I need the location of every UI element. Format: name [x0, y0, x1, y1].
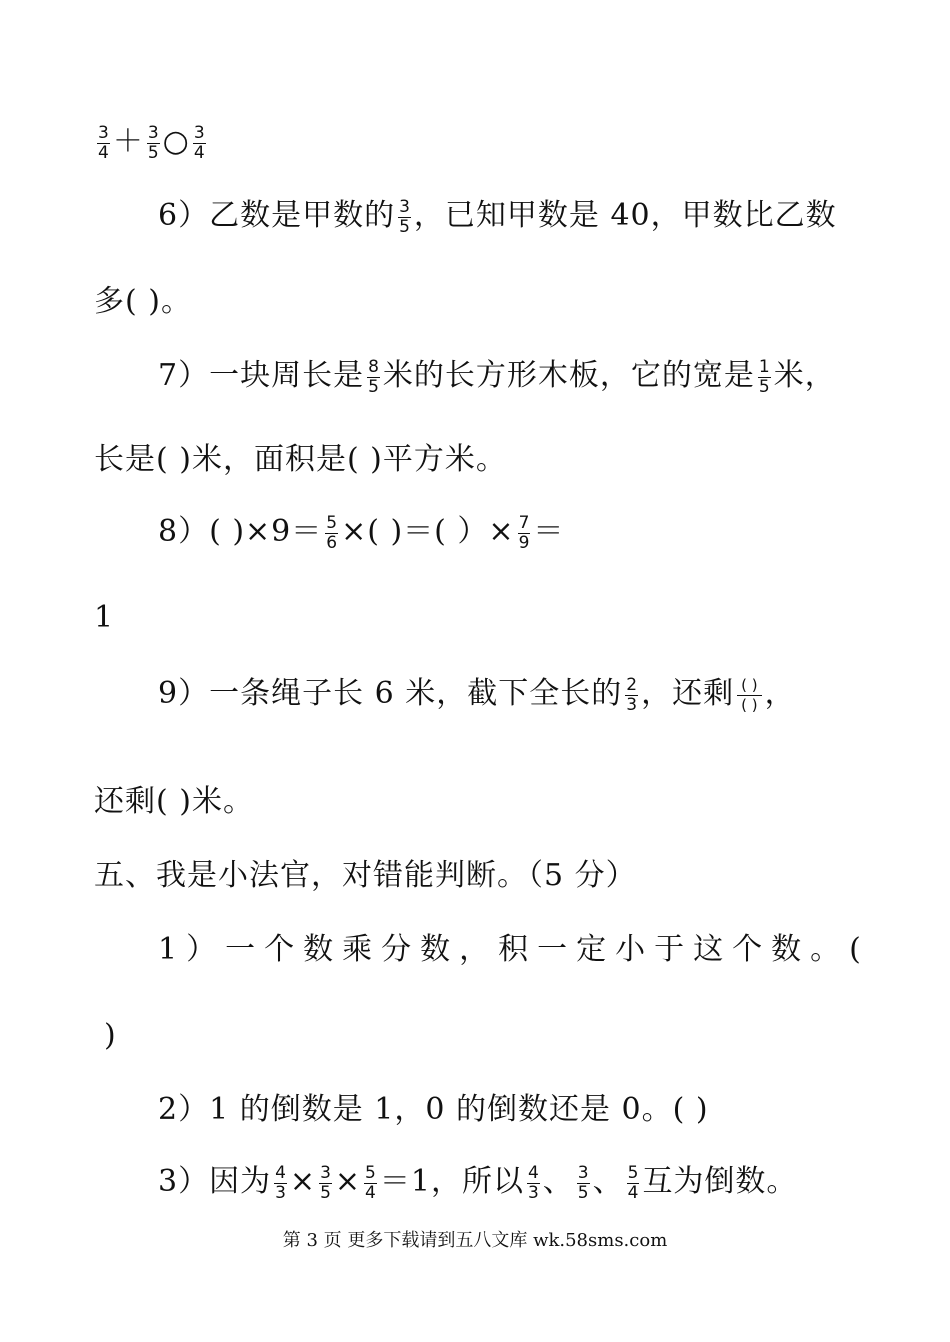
judge-3: 3）因为 $\frac{4}{3}$ × $\frac{3}{5}$ × $\frac{5}{4}$ ＝1，所以 $\frac{4}{3}$ 、 $\frac{3}{5}$ 、 $\frac{5}{4}$ 互为倒数。 — [158, 1162, 798, 1203]
fraction: $\frac{3}{5}$ — [577, 1162, 589, 1203]
fraction: $\frac{2}{3}$ — [626, 674, 638, 715]
fraction: $\frac{3}{5}$ — [399, 196, 410, 237]
fraction: $\frac{4}{3}$ — [275, 1162, 286, 1203]
fraction: $\frac{5}{4}$ — [627, 1162, 639, 1203]
blank-fraction: $\frac{( )}{( )}$ — [737, 676, 761, 715]
fraction: $\frac{1}{5}$ — [758, 356, 770, 397]
judge-1-line1: 1）一个数乘分数，积一定小于这个数。( — [158, 932, 870, 967]
plus-sign: ＋ — [112, 124, 144, 159]
question-9-line2: 还剩( )米。 — [94, 784, 254, 819]
compare-circle: ○ — [162, 124, 190, 159]
fraction: $\frac{3}{4}$ — [98, 122, 109, 163]
question-6-line1: 6）乙数是甲数的 $\frac{3}{5}$ ，已知甲数是 40，甲数比乙数 — [158, 196, 837, 237]
fraction: $\frac{3}{5}$ — [147, 122, 159, 163]
judge-1-line2: ) — [104, 1018, 117, 1053]
fraction: $\frac{3}{4}$ — [193, 122, 205, 163]
page-footer: 第 3 页 更多下载请到五八文库 wk.58sms.com — [282, 1230, 668, 1251]
question-8-line1: 8）( )×9＝ $\frac{5}{6}$ ×( )＝( ）× $\frac{7}{9}$ ＝ — [158, 512, 565, 553]
fraction: $\frac{4}{3}$ — [527, 1162, 539, 1203]
question-8-line2: 1 — [94, 600, 115, 635]
fraction: $\frac{5}{6}$ — [326, 512, 338, 553]
fraction: $\frac{7}{9}$ — [518, 512, 530, 553]
question-7-line1: 7）一块周长是 $\frac{8}{5}$ 米的长方形木板，它的宽是 $\frac{1}{5}$ 米， — [158, 356, 836, 397]
section-5-title: 五、我是小法官，对错能判断。（5 分） — [94, 858, 637, 893]
compare-line — [94, 122, 209, 163]
fraction: $\frac{8}{5}$ — [368, 356, 379, 397]
judge-2: 2）1 的倒数是 1，0 的倒数还是 0。( ) — [158, 1092, 709, 1127]
question-9-line1: 9）一条绳子长 6 米，截下全长的 $\frac{2}{3}$ ，还剩 $\frac{( )}{( )}$ ， — [158, 674, 796, 715]
question-6-line2: 多( )。 — [94, 284, 192, 319]
fraction: $\frac{3}{5}$ — [320, 1162, 331, 1203]
question-7-line2: 长是( )米，面积是( )平方米。 — [94, 442, 507, 477]
fraction: $\frac{5}{4}$ — [365, 1162, 376, 1203]
